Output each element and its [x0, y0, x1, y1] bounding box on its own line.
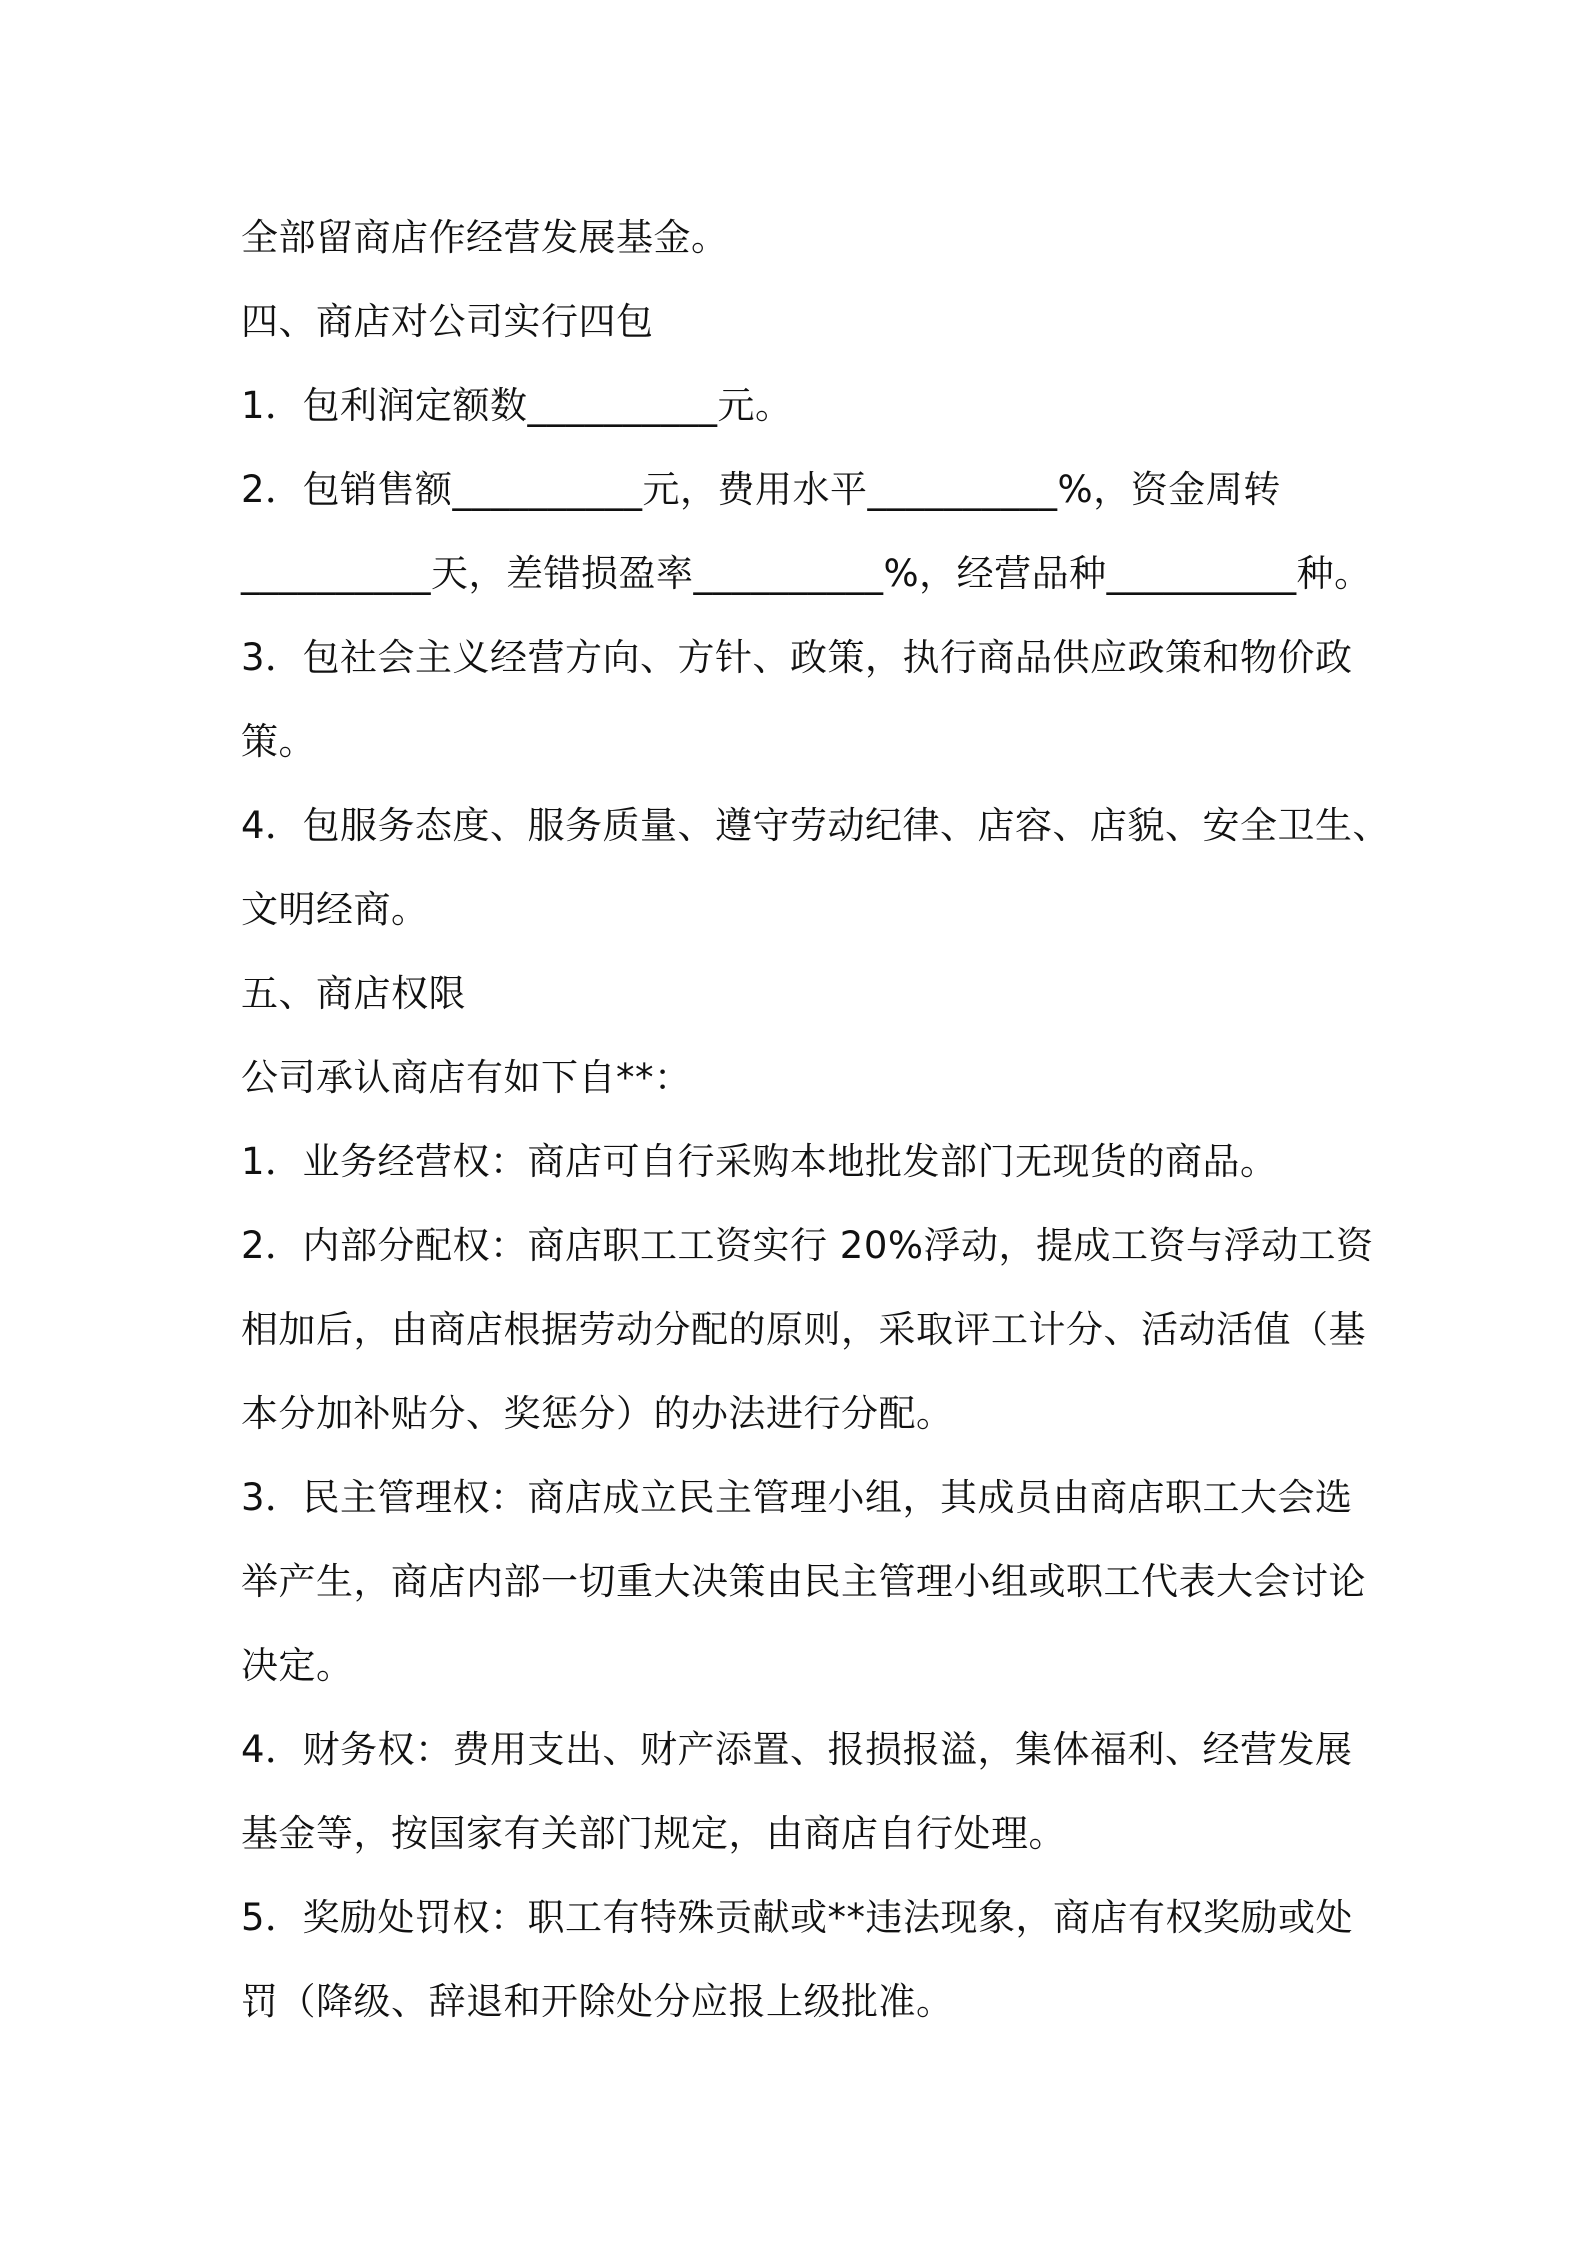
text-line: 2．包销售额__________元，费用水平__________%，资金周转 [241, 468, 1281, 511]
text-line: 决定。 [241, 1644, 354, 1687]
text-line: 文明经商。 [241, 888, 429, 931]
text-line: 罚（降级、辞退和开除处分应报上级批准。 [241, 1980, 954, 2023]
text-line: 1．包利润定额数__________元。 [241, 384, 793, 427]
text-line: 举产生，商店内部一切重大决策由民主管理小组或职工代表大会讨论 [241, 1560, 1366, 1603]
text-line: 3．包社会主义经营方向、方针、政策，执行商品供应政策和物价政 [241, 636, 1353, 679]
text-line: 相加后，由商店根据劳动分配的原则，采取评工计分、活动活值（基 [241, 1308, 1366, 1351]
text-line: 1．业务经营权：商店可自行采购本地批发部门无现货的商品。 [241, 1140, 1278, 1183]
text-line: __________天，差错损盈率__________%，经营品种__________种。 [241, 552, 1372, 595]
section-heading: 五、商店权限 [241, 972, 466, 1015]
text-line: 本分加补贴分、奖惩分）的办法进行分配。 [241, 1392, 954, 1435]
text-line: 全部留商店作经营发展基金。 [241, 216, 729, 259]
text-line: 4．财务权：费用支出、财产添置、报损报溢，集体福利、经营发展 [241, 1728, 1353, 1771]
text-line: 基金等，按国家有关部门规定，由商店自行处理。 [241, 1812, 1066, 1855]
text-line: 公司承认商店有如下自**： [241, 1056, 692, 1099]
text-line: 3．民主管理权：商店成立民主管理小组，其成员由商店职工大会选 [241, 1476, 1353, 1519]
text-line: 策。 [241, 720, 316, 763]
document-page [241, 196, 1391, 2044]
text-line: 5．奖励处罚权：职工有特殊贡献或**违法现象，商店有权奖励或处 [241, 1896, 1354, 1939]
text-line: 2．内部分配权：商店职工工资实行 20%浮动，提成工资与浮动工资 [241, 1224, 1374, 1267]
section-heading: 四、商店对公司实行四包 [241, 300, 654, 343]
text-line: 4．包服务态度、服务质量、遵守劳动纪律、店容、店貌、安全卫生、 [241, 804, 1391, 847]
